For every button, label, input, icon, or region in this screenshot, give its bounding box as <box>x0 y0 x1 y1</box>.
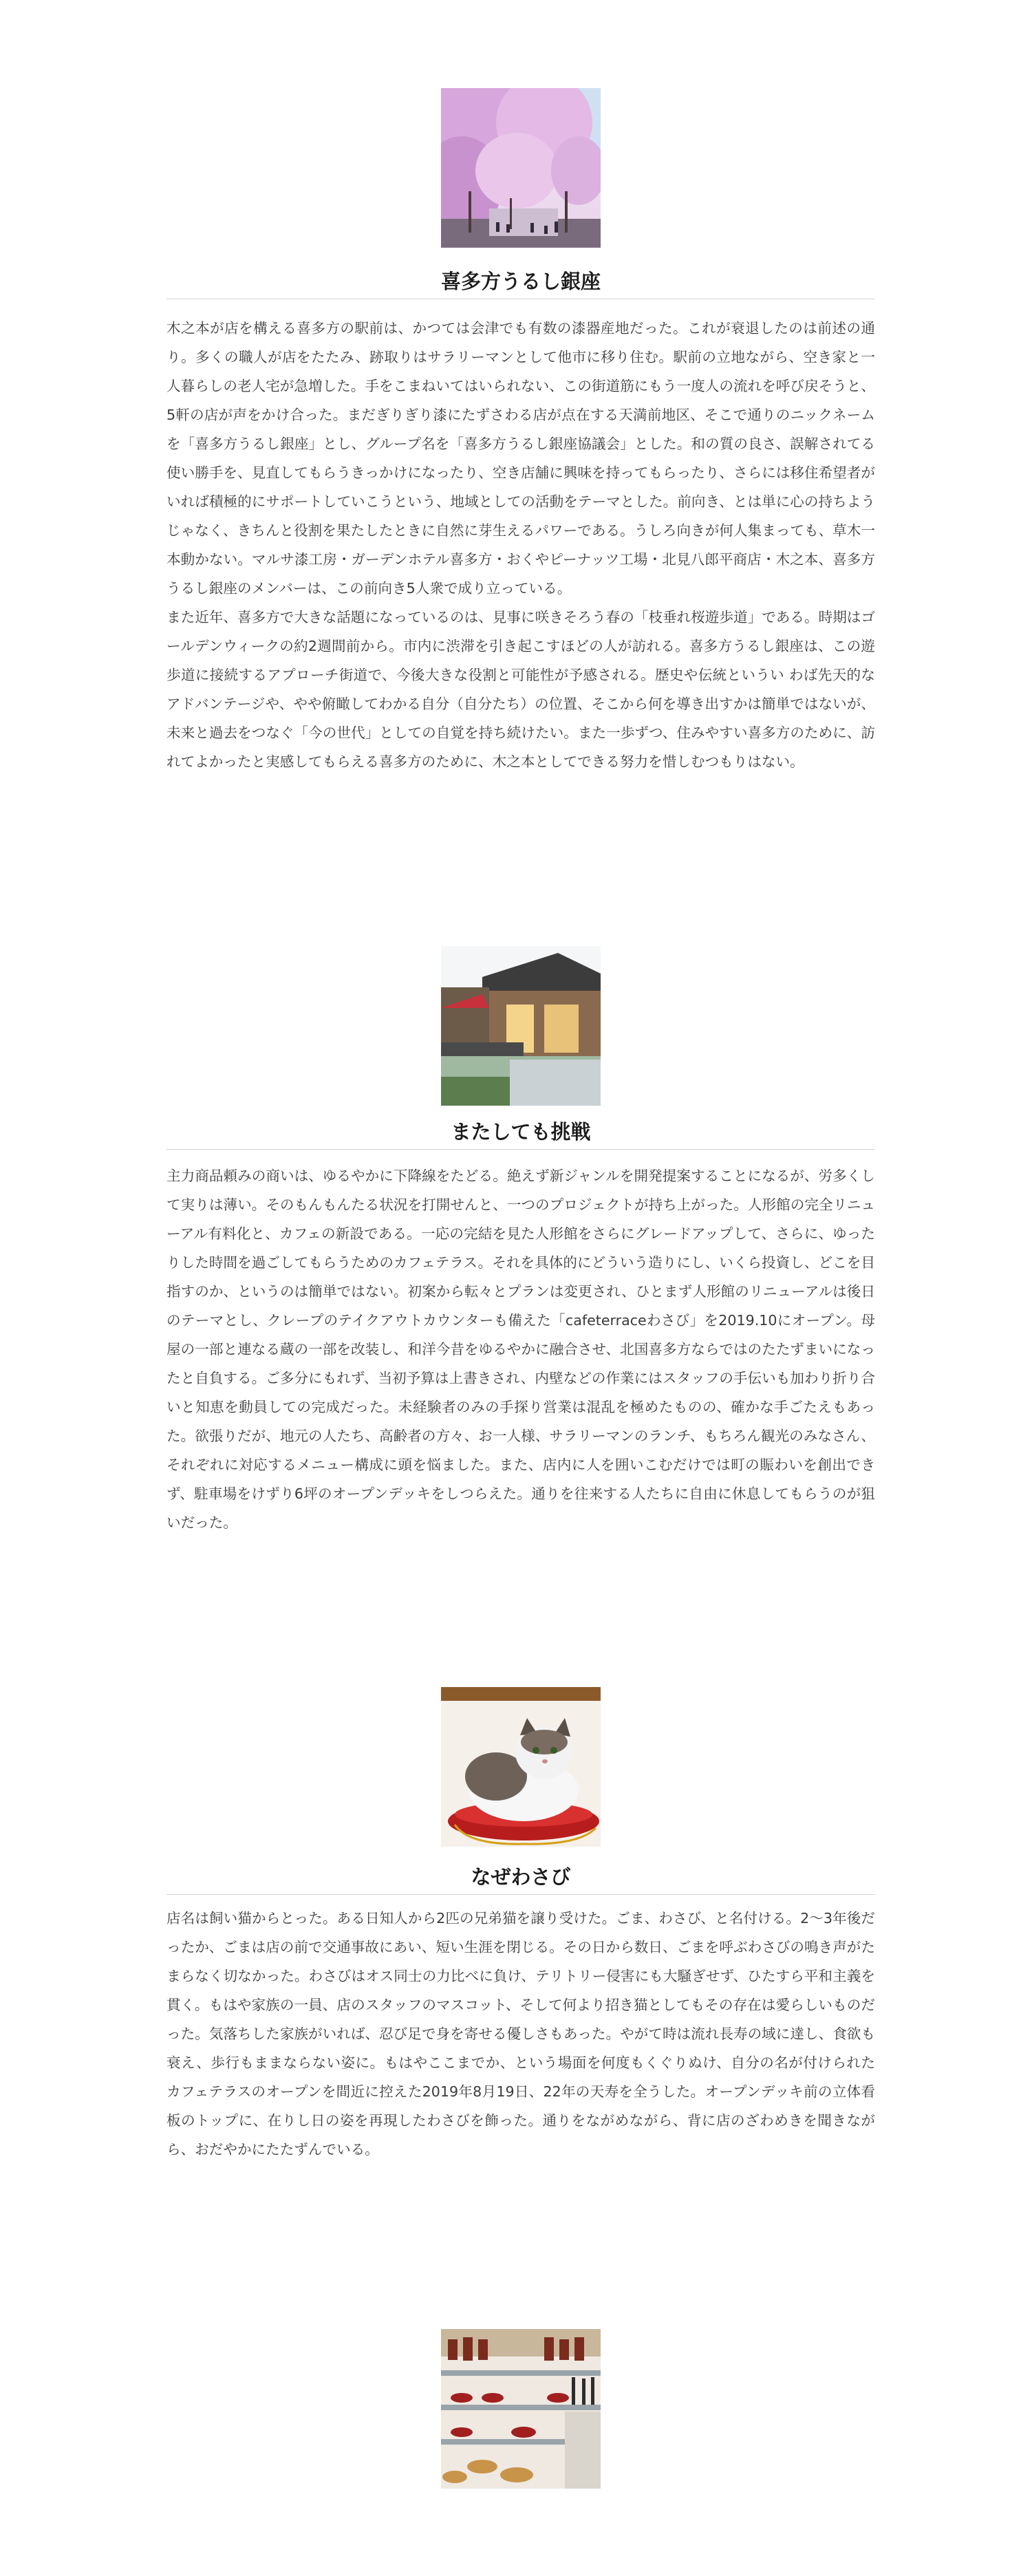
paragraph: 木之本が店を構える喜多方の駅前は、かつては会津でも有数の漆器産地だった。これが衰退したのは前述の通り。多くの職人が店をたたみ、跡取りはサラリーマンとして他市に移り住む。駅前の立地ながら、空き家と一人暮らしの老人宅が急増した。手をこまねいてはいられない、この街道筋にもう一度人の流れを呼び戻そうと、5軒の店が声をかけ合った。まだぎりぎり漆にたずさわる店が点在する天満前地区、そこで通りのニックネームを「喜多方うるし銀座」とし、グループ名を「喜多方うるし銀座協議会」とした。和の質の良さ、誤解されてる使い勝手を、見直してもらうきっかけになったり、空き店舗に興味を持ってもらったり、さらには移住希望者がいれば積極的にサポートしていこうという、地域としての活動をテーマとした。前向き、とは単に心の持ちようじゃなく、きちんと役割を果たしたときに自然に芽生えるパワーである。うしろ向きが何人集まっても、草木一本動かない。マルサ漆工房・ガーデンホテル喜多方・おくやピーナッツ工場・北見八郎平商店・木之本、喜多方うるし銀座のメンバーは、この前向き5人衆で成り立っている。 <box>166 320 875 597</box>
section-title: またしても挑戦 <box>451 1120 591 1144</box>
section-title: なぜわさび <box>471 1865 571 1889</box>
section-title: 喜多方うるし銀座 <box>440 270 601 293</box>
shop-interior-image <box>441 2329 601 2489</box>
paragraph: 店名は飼い猫からとった。ある日知人から2匹の兄弟猫を譲り受けた。ごま、わさび、と名付ける。2〜3年後だったか、ごまは店の前で交通事故にあい、短い生涯を閉じる。その日から数日、ごまを呼ぶわさびの鳴き声がたまらなく切なかった。わさびはオス同士の力比べに負け、テリトリー侵害にも大騒ぎせず、ひたすら平和主義を貫く。もはや家族の一員、店のスタッフのマスコット、そして何より招き猫としてもその存在は愛らしいものだった。気落ちした家族がいれば、忍び足で身を寄せる優しさもあった。やがて時は流れ長寿の域に達し、食欲も衰え、歩行もままならない姿に。もはやここまでか、という場面を何度もくぐりぬけ、自分の名が付けられたカフェテラスのオープンを間近に控えた2019年8月19日、22年の天寿を全うした。オープンデッキ前の立体看板のトップに、在りし日の姿を再現したわさびを飾った。通りをながめながら、背に店のざわめきを聞きながら、おだやかにたたずんでいる。 <box>166 1910 875 2158</box>
paragraph: 主力商品頼みの商いは、ゆるやかに下降線をたどる。絶えず新ジャンルを開発提案することになるが、労多くして実りは薄い。そのもんもんたる状況を打開せんと、一つのプロジェクトが持ち上がった。人形館の完全リニューアル有料化と、カフェの新設である。一応の完結を見た人形館をさらにグレードアップして、さらに、ゆったりした時間を過ごしてもらうためのカフェテラス。それを具体的にどういう造りにし、いくら投資し、どこを目指すのか、というのは簡単ではない。初案から転々とプランは変更され、ひとまず人形館のリニューアルは後日のテーマとし、クレープのテイクアウトカウンターも備えた「cafeterraceわさび」を2019.10にオープン。母屋の一部と連なる蔵の一部を改装し、和洋今昔をゆるやかに融合させ、北国喜多方ならではのたたずまいになったと自負する。ご多分にもれず、当初予算は上書きされ、内壁などの作業にはスタッフの手伝いも加わり折り合いと知恵を動員しての完成だった。未経験者のみの手探り営業は混乱を極めたものの、確かな手ごたえもあった。欲張りだが、地元の人たち、高齢者の方々、お一人様、サラリーマンのランチ、もちろん観光のみなさん、それぞれに対応するメニュー構成に頭を悩ました。また、店内に人を囲いこむだけでは町の賑わいを創出できず、駐車場をけずり6坪のオープンデッキをしつらえた。通りを往来する人たちに自由に休息してもらうのが狙いだった。 <box>166 1168 875 1531</box>
lacquerware-shop-interior-photo <box>441 2329 601 2489</box>
section-shop-interior <box>166 0 875 2576</box>
paragraph: また近年、喜多方で大きな話題になっているのは、見事に咲きそろう春の「枝垂れ桜遊歩道」である。時期はゴールデンウィークの約2週間前から。市内に渋滞を引き起こすほどの人が訪れる。喜多方うるし銀座は、この遊歩道に接続するアプローチ街道で、今後大きな役割と可能性が予感される。歴史や伝統というい わば先天的なアドバンテージや、やや俯瞰してわかる自分（自分たち）の位置、そこから何を導き出すかは簡単ではないが、未来と過去をつなぐ「今の世代」としての自覚を持ち続けたい。また一歩ずつ、住みやすい喜多方のために、訪れてよかったと実感してもらえる喜多方のために、木之本としてできる努力を惜しむつもりはない。 <box>166 609 875 770</box>
